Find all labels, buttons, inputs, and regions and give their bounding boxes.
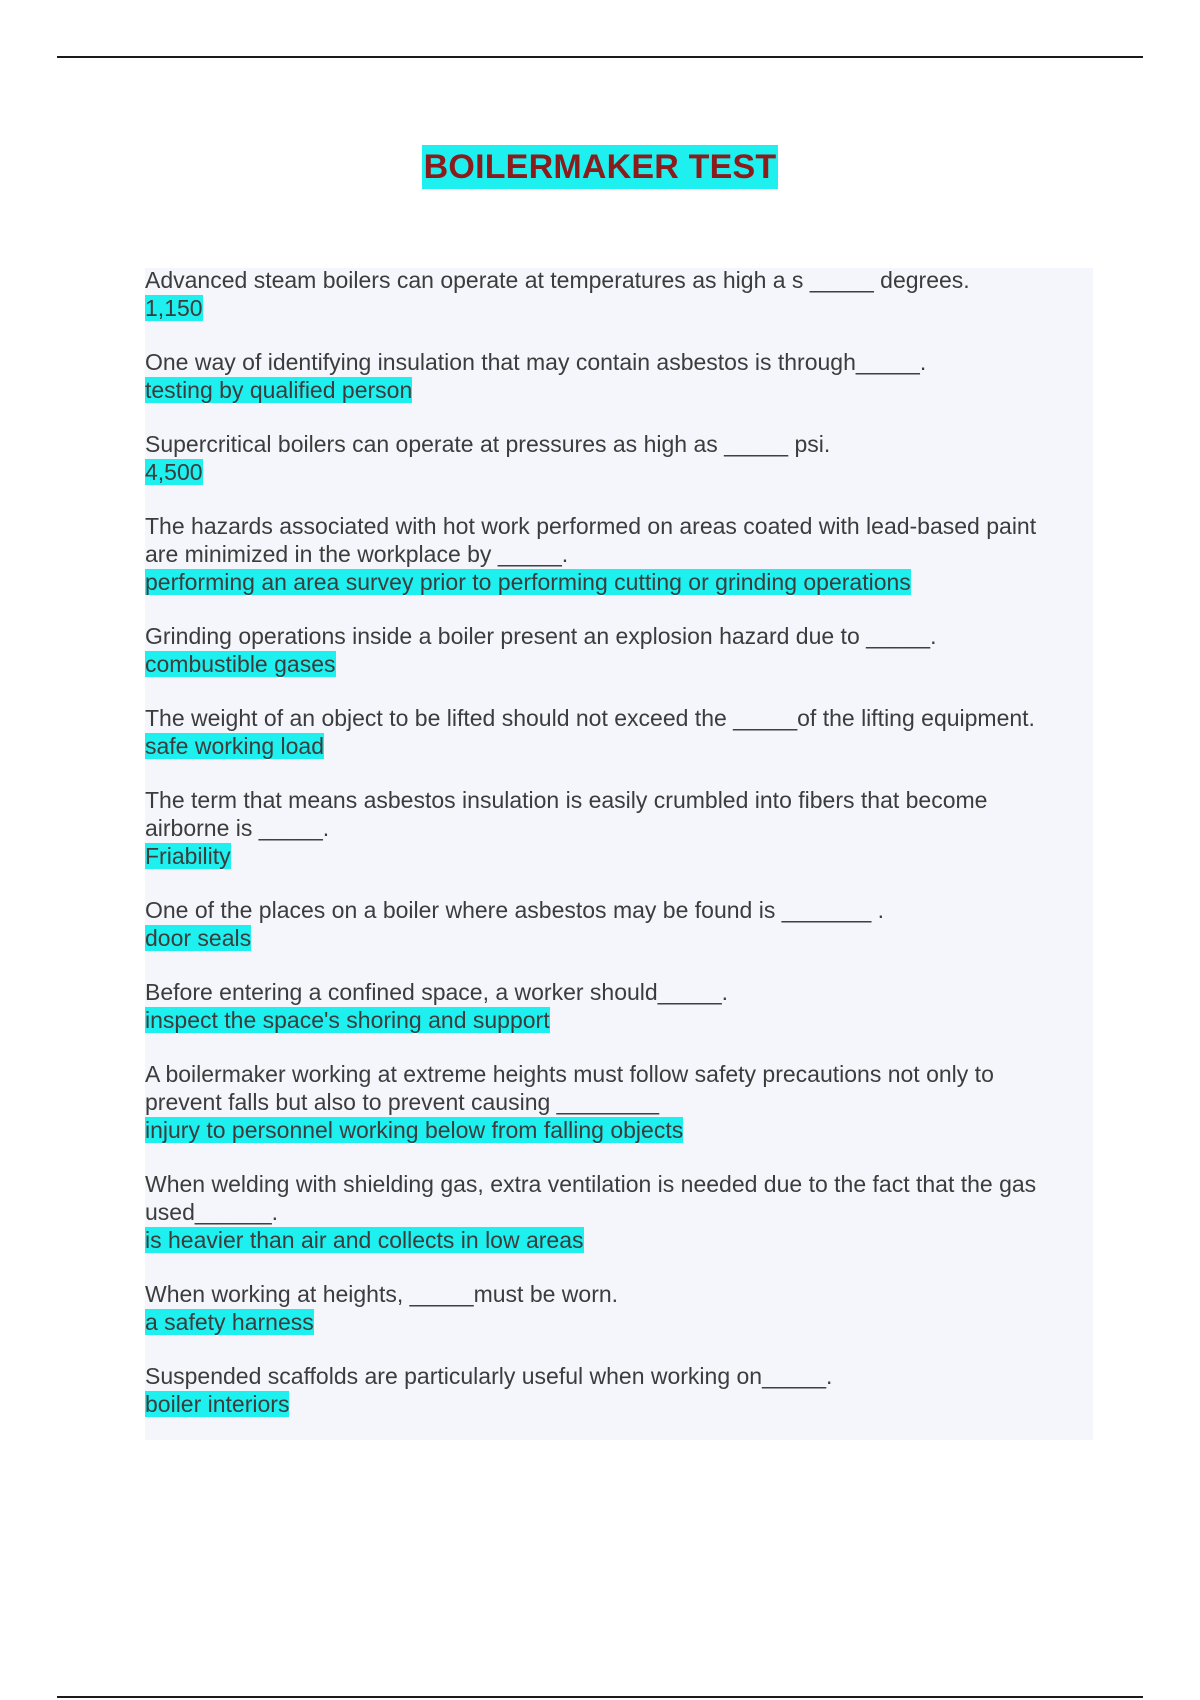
answer-highlight: is heavier than air and collects in low areas	[145, 1227, 584, 1253]
answer-highlight: combustible gases	[145, 651, 336, 677]
qa-item	[145, 1060, 1093, 1144]
answer-line	[145, 650, 1093, 678]
bottom-divider	[57, 1696, 1143, 1698]
question-text: A boilermaker working at extreme heights must follow safety precautions not only to prevent falls but also to prevent causing ________	[145, 1061, 994, 1115]
answer-line	[145, 568, 1093, 596]
answer-line	[145, 842, 1093, 870]
answer-line	[145, 376, 1093, 404]
question-text: Supercritical boilers can operate at pressures as high as _____ psi.	[145, 431, 831, 457]
question-text: One of the places on a boiler where asbestos may be found is _______ .	[145, 897, 885, 923]
question-text: The term that means asbestos insulation is easily crumbled into fibers that become airborne is _____.	[145, 787, 988, 841]
answer-highlight: 1,150	[145, 295, 203, 321]
answer-highlight: performing an area survey prior to performing cutting or grinding operations	[145, 569, 911, 595]
qa-item	[145, 704, 1093, 760]
answer-line	[145, 924, 1093, 952]
answer-highlight: 4,500	[145, 459, 203, 485]
answer-highlight: a safety harness	[145, 1309, 314, 1335]
answer-highlight: inspect the space's shoring and support	[145, 1007, 550, 1033]
question-text: When working at heights, _____must be worn.	[145, 1281, 619, 1307]
qa-list	[145, 266, 1093, 1444]
answer-line	[145, 294, 1093, 322]
qa-item	[145, 512, 1093, 596]
qa-item	[145, 622, 1093, 678]
qa-item	[145, 348, 1093, 404]
question-text: When welding with shielding gas, extra ventilation is needed due to the fact that the gas used______.	[145, 1171, 1037, 1225]
qa-item	[145, 786, 1093, 870]
answer-highlight: door seals	[145, 925, 252, 951]
answer-line	[145, 458, 1093, 486]
answer-line	[145, 1006, 1093, 1034]
document-title: BOILERMAKER TEST	[422, 145, 779, 189]
qa-item	[145, 266, 1093, 322]
answer-line	[145, 1226, 1093, 1254]
qa-item	[145, 430, 1093, 486]
question-text: Suspended scaffolds are particularly useful when working on_____.	[145, 1363, 833, 1389]
qa-item	[145, 1362, 1093, 1418]
answer-line	[145, 732, 1093, 760]
answer-highlight: injury to personnel working below from falling objects	[145, 1117, 684, 1143]
title-container	[0, 145, 1200, 189]
answer-highlight: testing by qualified person	[145, 377, 413, 403]
question-text: Before entering a confined space, a worker should_____.	[145, 979, 729, 1005]
answer-highlight: Friability	[145, 843, 231, 869]
question-text: One way of identifying insulation that may contain asbestos is through_____.	[145, 349, 927, 375]
qa-item	[145, 1170, 1093, 1254]
qa-item	[145, 978, 1093, 1034]
answer-highlight: safe working load	[145, 733, 324, 759]
answer-line	[145, 1116, 1093, 1144]
question-text: The weight of an object to be lifted should not exceed the _____of the lifting equipment.	[145, 705, 1035, 731]
answer-highlight: boiler interiors	[145, 1391, 290, 1417]
answer-line	[145, 1390, 1093, 1418]
question-text: Grinding operations inside a boiler present an explosion hazard due to _____.	[145, 623, 937, 649]
question-text: The hazards associated with hot work performed on areas coated with lead-based paint are minimized in the workplace by _____.	[145, 513, 1037, 567]
answer-line	[145, 1308, 1093, 1336]
question-text: Advanced steam boilers can operate at temperatures as high a s _____ degrees.	[145, 267, 970, 293]
qa-item	[145, 1280, 1093, 1336]
qa-item	[145, 896, 1093, 952]
top-divider	[57, 56, 1143, 58]
